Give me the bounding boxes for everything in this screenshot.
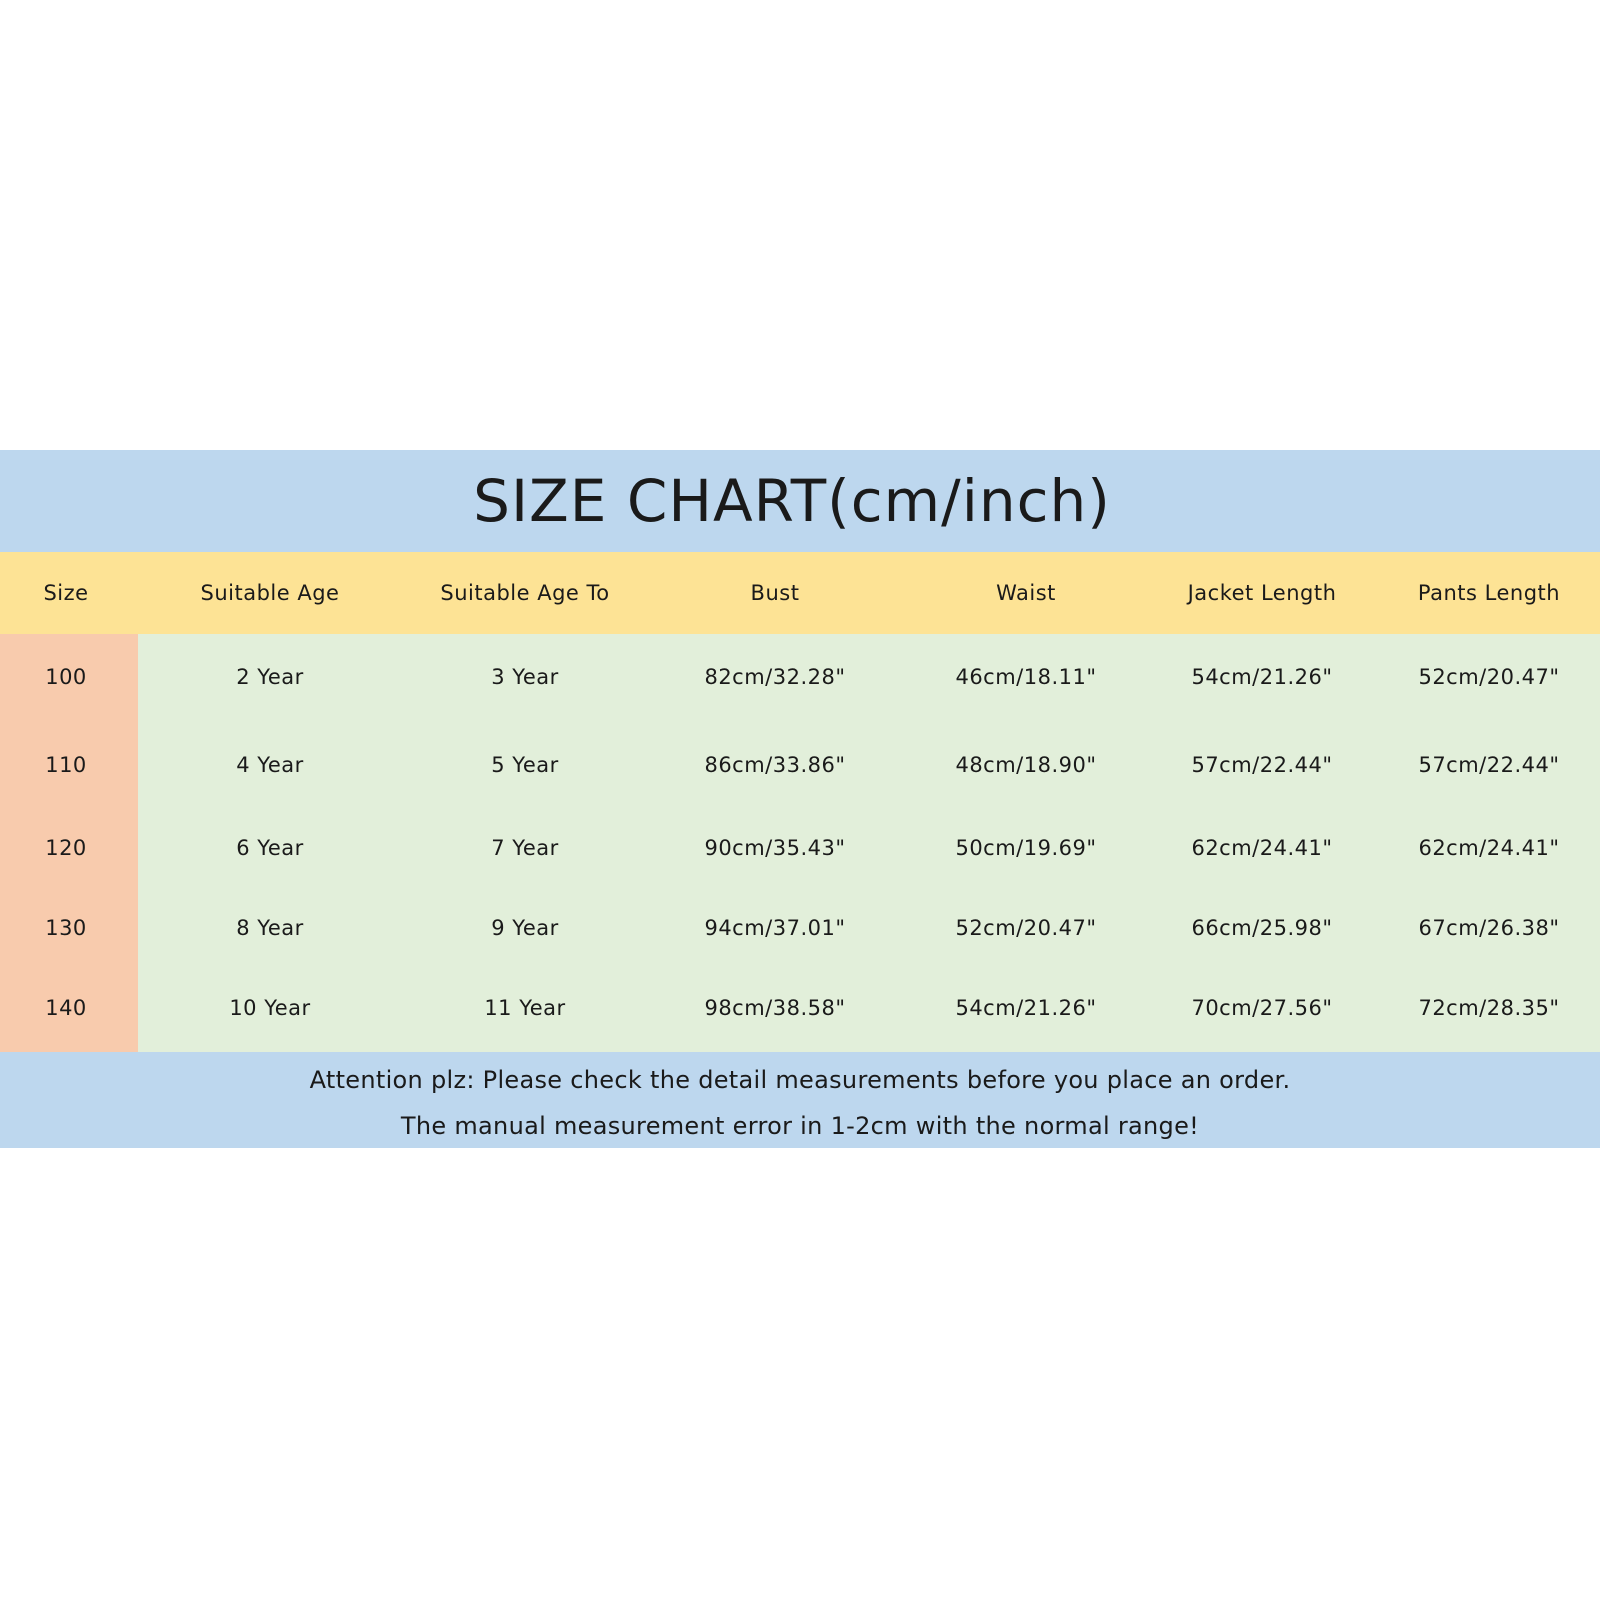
table-cell-suitable-age: 10 Year [229, 996, 311, 1020]
table-cell-suitable-age-to: 5 Year [491, 753, 559, 777]
size-chart [0, 450, 1600, 1148]
table-cell-bust: 98cm/38.58" [704, 996, 846, 1020]
table-cell-suitable-age: 4 Year [236, 753, 304, 777]
chart-title: SIZE CHART(cm/inch) [473, 467, 1111, 535]
column-header-pants-length: Pants Length [1417, 581, 1561, 605]
column-header-suitable-age-to: Suitable Age To [440, 581, 610, 605]
footer-band [0, 1052, 1600, 1148]
table-cell-jacket-length: 57cm/22.44" [1191, 753, 1333, 777]
table-cell-pants-length: 52cm/20.47" [1418, 665, 1560, 689]
table-cell-pants-length: 67cm/26.38" [1418, 916, 1560, 940]
table-cell-pants-length: 72cm/28.35" [1418, 996, 1560, 1020]
table-cell-bust: 90cm/35.43" [704, 836, 846, 860]
measurement-error-note: The manual measurement error in 1-2cm with the normal range! [400, 1112, 1200, 1140]
table-cell-size: 110 [45, 753, 87, 777]
column-header-jacket-length: Jacket Length [1187, 581, 1337, 605]
table-cell-size: 100 [45, 665, 87, 689]
table-body-background [138, 634, 1600, 1052]
table-cell-waist: 52cm/20.47" [955, 916, 1097, 940]
table-cell-suitable-age-to: 11 Year [484, 996, 566, 1020]
table-cell-waist: 54cm/21.26" [955, 996, 1097, 1020]
table-cell-jacket-length: 54cm/21.26" [1191, 665, 1333, 689]
column-header-suitable-age: Suitable Age [200, 581, 340, 605]
column-header-size: Size [43, 581, 89, 605]
table-cell-suitable-age-to: 3 Year [491, 665, 559, 689]
table-cell-size: 120 [45, 836, 87, 860]
table-cell-jacket-length: 66cm/25.98" [1191, 916, 1333, 940]
table-cell-waist: 48cm/18.90" [955, 753, 1097, 777]
table-cell-pants-length: 62cm/24.41" [1418, 836, 1560, 860]
attention-note: Attention plz: Please check the detail measurements before you place an order. [309, 1066, 1291, 1094]
table-cell-suitable-age-to: 9 Year [491, 916, 559, 940]
table-cell-suitable-age: 8 Year [236, 916, 304, 940]
table-cell-suitable-age: 2 Year [236, 665, 304, 689]
table-cell-bust: 94cm/37.01" [704, 916, 846, 940]
table-cell-waist: 46cm/18.11" [955, 665, 1097, 689]
table-cell-waist: 50cm/19.69" [955, 836, 1097, 860]
table-cell-pants-length: 57cm/22.44" [1418, 753, 1560, 777]
table-cell-suitable-age-to: 7 Year [491, 836, 559, 860]
table-cell-jacket-length: 70cm/27.56" [1191, 996, 1333, 1020]
column-header-bust: Bust [750, 581, 800, 605]
column-header-waist: Waist [996, 581, 1056, 605]
table-cell-suitable-age: 6 Year [236, 836, 304, 860]
table-cell-bust: 86cm/33.86" [704, 753, 846, 777]
table-cell-bust: 82cm/32.28" [704, 665, 846, 689]
table-cell-jacket-length: 62cm/24.41" [1191, 836, 1333, 860]
table-cell-size: 130 [45, 916, 87, 940]
table-cell-size: 140 [45, 996, 87, 1020]
title-band [0, 450, 1600, 552]
